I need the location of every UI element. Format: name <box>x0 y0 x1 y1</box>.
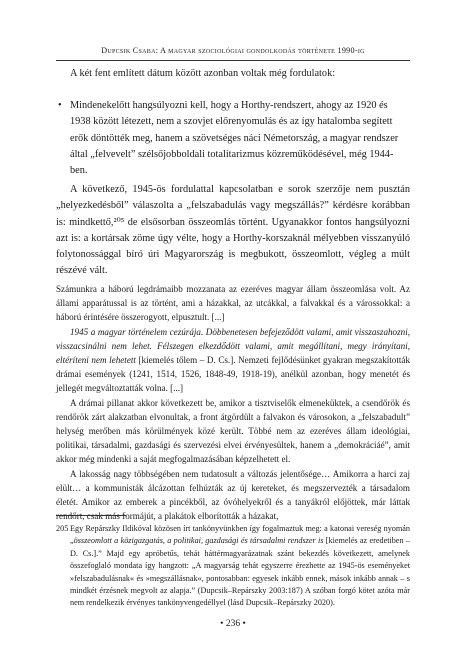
running-header <box>56 46 410 55</box>
footnote-emphasis: összeomlott a közigazgatás, a politikai, gazdasági és társadalmi rendszer is <box>73 536 324 546</box>
quote-emphasis: 1945 a magyar történelem cezúrája. Döbbenetesen befejeződött valami, amit visszaszahozni, visszacsinálni nem lehet. Félszegen elkezdődött valami, amit megállítani, megy irányítani, eltéríteni nem lehetett <box>56 326 410 366</box>
header-text: Dupcsik Csaba: A magyar szociológiai gondolkodás története 1990-ig <box>101 46 365 55</box>
quote-paragraph-2 <box>56 325 410 396</box>
quote-paragraph-3: A drámai pillanat akkor következett be, amikor a tisztviselők elmeneküktek, a csendőrök és rendőrök zárt alakzatban elvonultak, a front átgördült a falvakon és városokon, a „felszabadult” helység merőben más körülmények közé került. Többé nem az ezeréves állam ideológiai, politikai, társadalmi, gazdasági és szervezési elvei érvényesültek, hanem a „demokráciáé”, amit akkor még mindenki a saját megfogalmazásában képzelhetett el. <box>56 397 410 465</box>
footnote-text-a: Egy Repárszky Ildikóval közösen írt tankönyvünkben így fogalmaztuk meg: a katonai vereség nyomán „ <box>70 524 410 546</box>
quote-paragraph-2-rest: [kiemelés tőlem – D. Cs.]. Nemzeti fejlődésünket gyakran megszakították drámai események (1241, 1514, 1526, 1848-49, 1918-19), anélkül azonban, hogy menetét és jellegét megváltoztatták volna. [...] <box>56 355 410 394</box>
block-quote <box>56 282 410 523</box>
quote-paragraph-1: Számunkra a háború legdrámaibb mozzanata az ezeréves magyar állam összeomlása volt. Az állami apparátussal is az történt, ami a házakkal, az utcákkal, a falvakkal és a várossokkal: a háború érintésére összerogyott, elpusztult. [...] <box>56 284 410 323</box>
footnote-rule <box>56 515 126 516</box>
quote-paragraph-4: A lakosság nagy többségében nem tudatosult a változás jelentősége… Amikorra a harci zaj elült… a kommunisták álcázottan felhúzták az új kereteket, és megszervezték a társadalom életét. Amikor az emberek a pincékből, az óvóhelyekről és a tanyákról előjöttek, már láttak rendőrt, csak más formájút, a plakátok elborították a házakat, <box>56 468 410 522</box>
bullet-item <box>58 98 410 179</box>
footnote <box>56 523 410 610</box>
footnote-number: 205 <box>56 524 69 533</box>
footnote-text <box>70 523 410 610</box>
intro-paragraph: A két fent említett dátum között azonban voltak még fordulatok: <box>70 68 336 79</box>
bullet-marker: • <box>58 100 62 111</box>
header-rule <box>56 60 410 61</box>
footnote-text-c: [kiemelés az eredetiben – D. Cs.].” Majd egy apróbetűs, tehát háttérmagyarázatnak szánt bekezdés következett, amelynek összefoglaló mondata így hangzott: „A magyarság tehát egyszerre érezhette az 1945-ös eseményeket »felszabadulásnak« és »megszállásnak«, pontosabban: egyesek inkább ennek, mások inkább annak – s mindkét érzésnek megvolt az alapja.” (Dupcsik–Repárszky 2003:187) A szóban forgó kötet azóta már nem rendelkezik érvényes tankönyvengedéllyel (lásd Dupcsik–Repárszky 2020). <box>70 536 410 608</box>
page-number: • 236 • <box>220 619 246 629</box>
body-paragraph: A következő, 1945-ös fordulattal kapcsolatban e sorok szerzője nem pusztán „helyezkedésből” válaszolta a „felszabadulás vagy megszállás?” kérdésre korábban is: mindkettő,²⁰⁵ de elsősorban összeomlás történt. Ugyanakkor fontos hangsúlyozni azt is: a kortársak zöme úgy vélte, hogy a Horthy-korszaknál mélyebben visszanyúló folytonossággal bíró úri Magyarország is megbukott, összeomlott, végleg a múlt részévé vált. <box>56 184 410 277</box>
bullet-text: Mindenekelőtt hangsúlyozni kell, hogy a Horthy-rendszert, ahogy az 1920 és 1938 között létezett, nem a szovjet előrenyomulás és az így hatalomba segített erők döntötték meg, hanem a szövetséges náci Németország, a magyar rendszer által „felvevelt” szélsőjobboldali totalitarizmus közreműködésével, még 1944-ben. <box>70 100 399 177</box>
